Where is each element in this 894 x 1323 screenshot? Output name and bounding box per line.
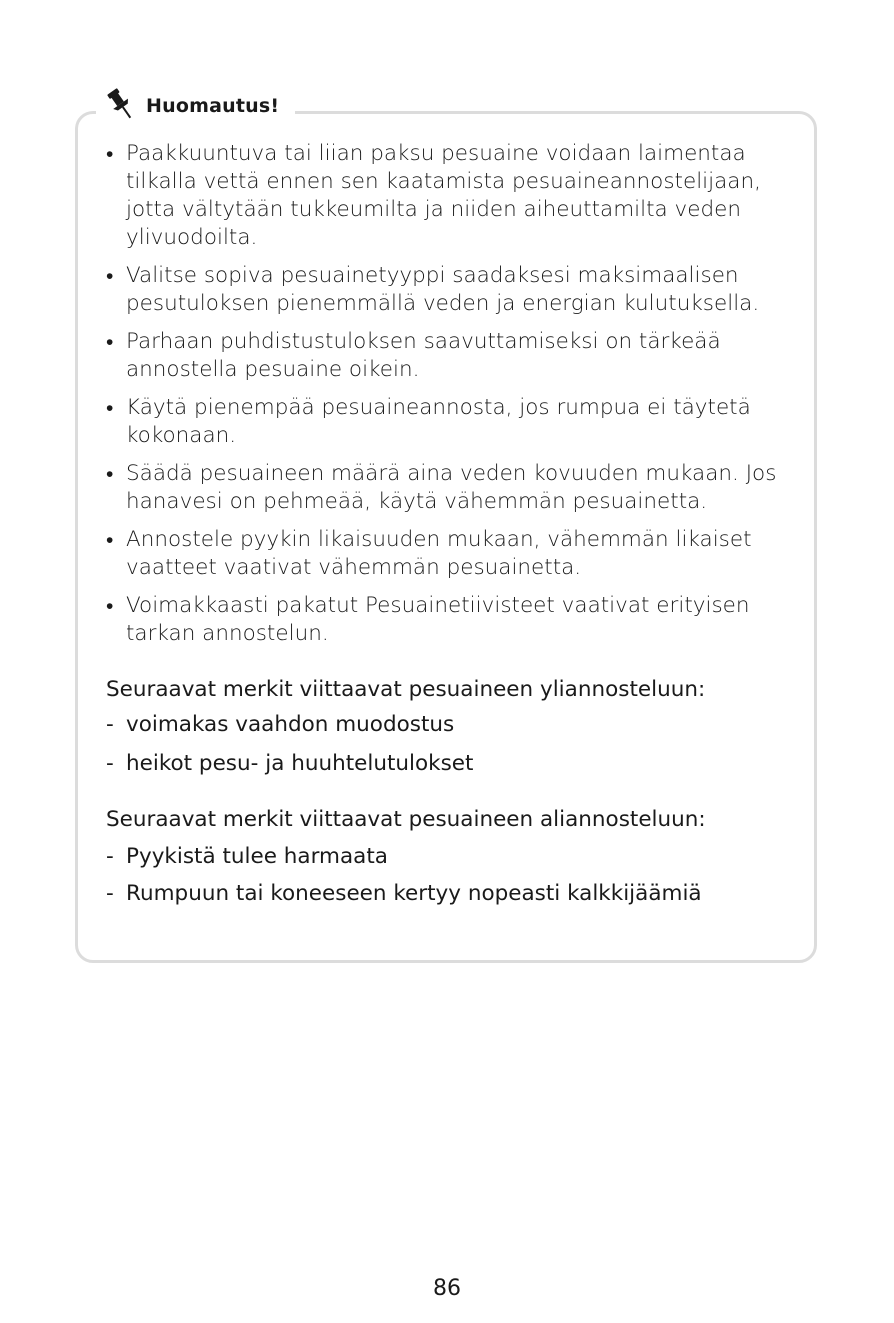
dash-icon: - [106, 844, 114, 869]
bullet-icon: • [106, 330, 114, 354]
list-item [106, 526, 786, 582]
bullet-icon: • [106, 462, 114, 486]
dash-icon: - [106, 881, 114, 906]
list-item-text: Käytä pienempää pesuaineannosta, jos rumpua ei täytetä kokonaan. [126, 395, 751, 448]
overdose-item-text: heikot pesu- ja huuhtelutulokset [126, 751, 474, 776]
list-item [106, 262, 786, 318]
list-item [106, 394, 786, 450]
underdose-heading: Seuraavat merkit viittaavat pesuaineen aliannosteluun: [106, 807, 706, 832]
bullet-list [106, 140, 786, 658]
overdose-heading: Seuraavat merkit viittaavat pesuaineen yliannosteluun: [106, 677, 706, 702]
underdose-item [106, 880, 806, 908]
overdose-item [106, 750, 806, 778]
list-item [106, 460, 786, 516]
list-item [106, 328, 786, 384]
overdose-item [106, 711, 806, 739]
list-item-text: Valitse sopiva pesuainetyyppi saadaksesi maksimaalisen pesutuloksen pienemmällä veden ja energian kulutuksella. [126, 263, 760, 316]
bullet-icon: • [106, 594, 114, 618]
page-number: 86 [433, 1276, 461, 1301]
underdose-item-text: Pyykistä tulee harmaata [126, 844, 388, 869]
list-item [106, 140, 786, 252]
bullet-icon: • [106, 264, 114, 288]
bullet-icon: • [106, 528, 114, 552]
list-item-text: Säädä pesuaineen määrä aina veden kovuuden mukaan. Jos hanavesi on pehmeää, käytä vähemmän pesuainetta. [126, 461, 777, 514]
list-item-text: Voimakkaasti pakatut Pesuainetiivisteet vaativat erityisen tarkan annostelun. [126, 593, 750, 646]
underdose-item-text: Rumpuun tai koneeseen kertyy nopeasti kalkkijäämiä [126, 881, 702, 906]
list-item [106, 592, 786, 648]
bullet-icon: • [106, 142, 114, 166]
list-item-text: Annostele pyykin likaisuuden mukaan, vähemmän likaiset vaatteet vaativat vähemmän pesuainetta. [126, 527, 752, 580]
list-item-text: Parhaan puhdistustuloksen saavuttamiseksi on tärkeää annostella pesuaine oikein. [126, 329, 721, 382]
underdose-item [106, 843, 806, 871]
note-header [96, 86, 295, 126]
note-title: Huomautus! [146, 95, 280, 117]
overdose-item-text: voimakas vaahdon muodostus [126, 712, 455, 737]
dash-icon: - [106, 751, 114, 776]
list-item-text: Paakkuuntuva tai liian paksu pesuaine voidaan laimentaa tilkalla vettä ennen sen kaatamista pesuaineannostelijaan, jotta vältytään tukkeumilta ja niiden aiheuttamilta veden ylivuodoilta. [126, 141, 761, 250]
bullet-icon: • [106, 396, 114, 420]
dash-icon: - [106, 712, 114, 737]
pushpin-icon [104, 87, 136, 125]
